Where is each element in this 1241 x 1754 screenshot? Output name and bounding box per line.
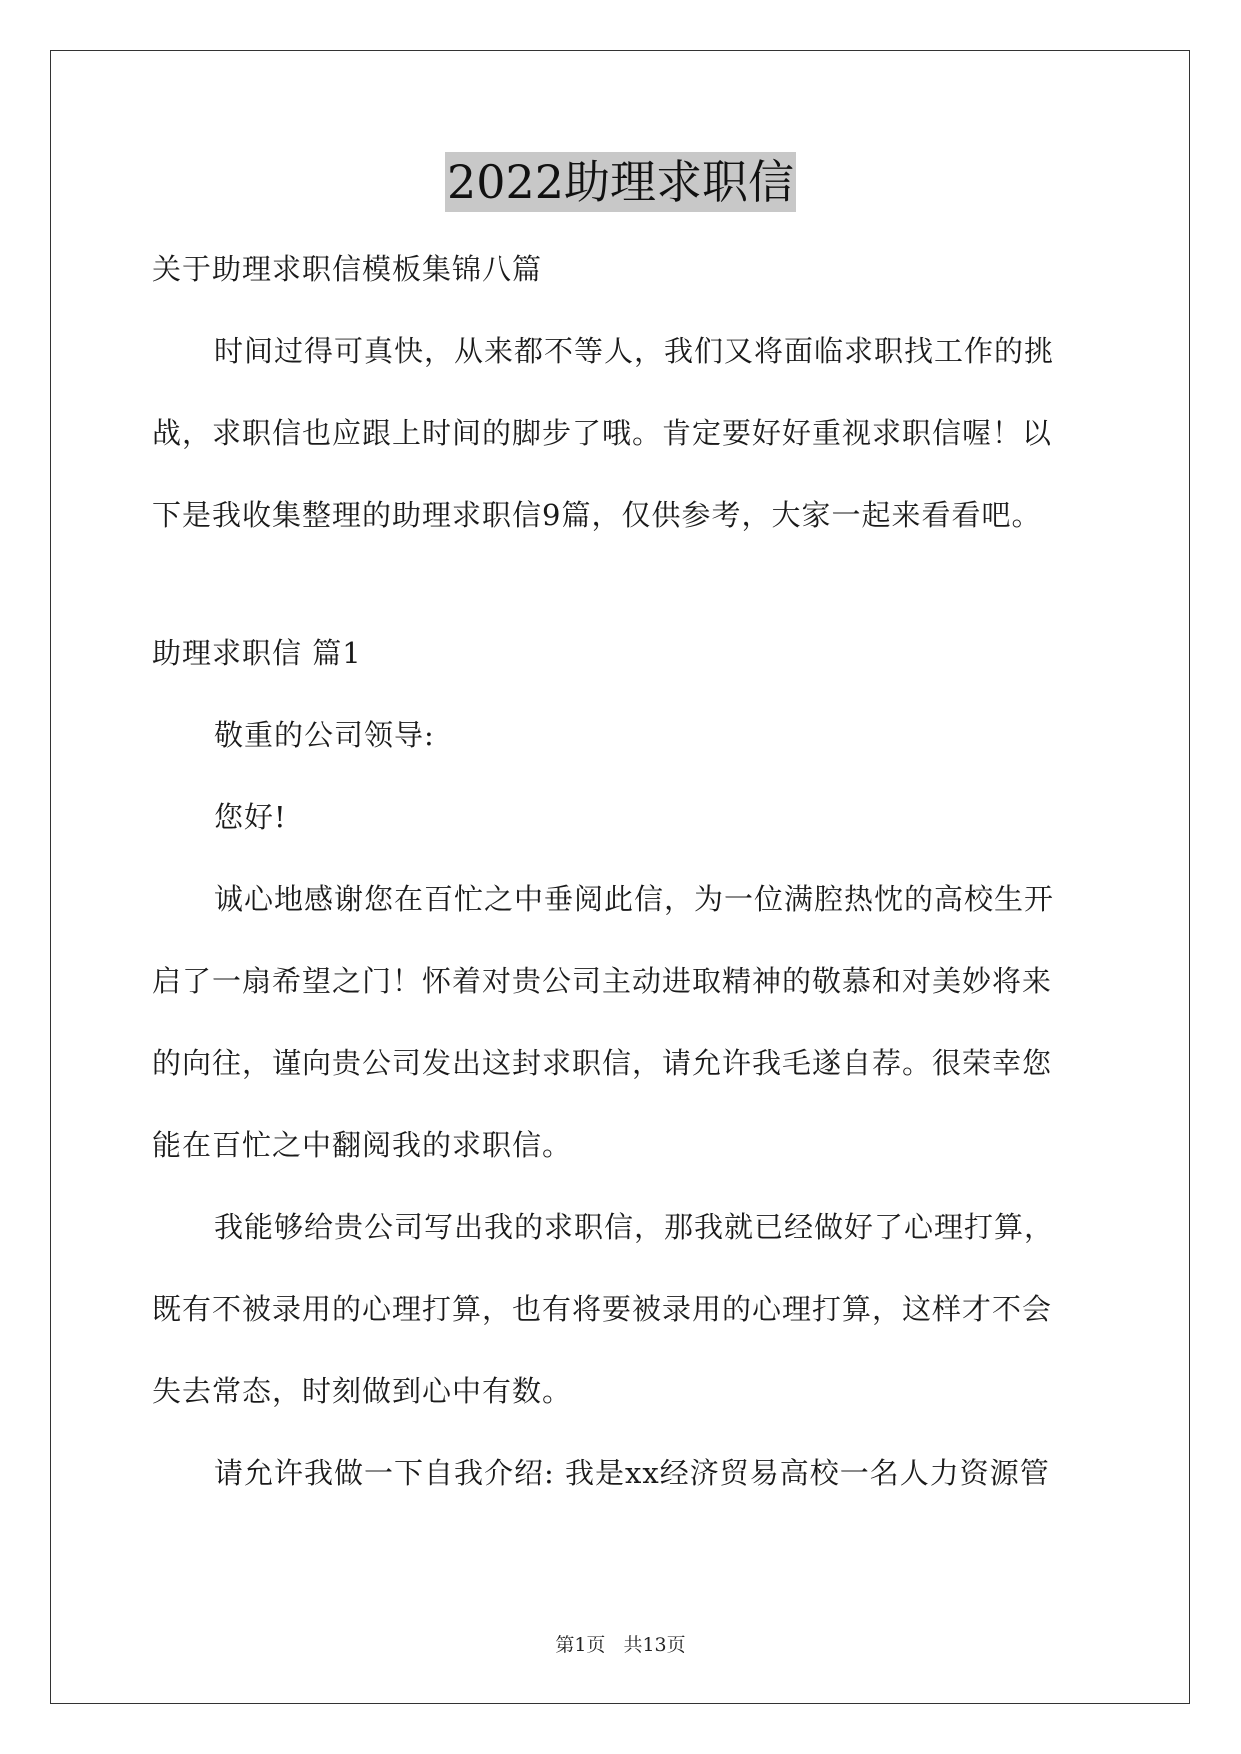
paragraph-line: 我能够给贵公司写出我的求职信，那我就已经做好了心理打算， bbox=[214, 1210, 1055, 1244]
paragraph-line: 启了一扇希望之门！怀着对贵公司主动进取精神的敬慕和对美妙将来 bbox=[152, 964, 1053, 998]
paragraph-line: 请允许我做一下自我介绍: 我是xx经济贸易高校一名人力资源管 bbox=[214, 1456, 1050, 1490]
greeting: 您好! bbox=[214, 800, 287, 834]
page-footer bbox=[0, 1630, 1241, 1657]
subtitle: 关于助理求职信模板集锦八篇 bbox=[152, 252, 543, 286]
section-heading: 助理求职信 篇1 bbox=[152, 636, 362, 670]
salutation: 敬重的公司领导: bbox=[214, 718, 435, 752]
paragraph-line: 失去常态，时刻做到心中有数。 bbox=[152, 1374, 573, 1408]
intro-line: 下是我收集整理的助理求职信9篇，仅供参考，大家一起来看看吧。 bbox=[152, 498, 1042, 532]
paragraph-line: 既有不被录用的心理打算，也有将要被录用的心理打算，这样才不会 bbox=[152, 1292, 1053, 1326]
paragraph-line: 的向往，谨向贵公司发出这封求职信，请允许我毛遂自荐。很荣幸您 bbox=[152, 1046, 1053, 1080]
title-container bbox=[0, 152, 1241, 212]
document-body bbox=[152, 228, 1092, 1514]
intro-line: 战，求职信也应跟上时间的脚步了哦。肯定要好好重视求职信喔！以 bbox=[152, 416, 1053, 450]
intro-line: 时间过得可真快，从来都不等人，我们又将面临求职找工作的挑 bbox=[214, 334, 1055, 368]
page-total: 共13页 bbox=[623, 1634, 686, 1656]
page-number: 第1页 bbox=[555, 1634, 606, 1656]
document-title: 2022助理求职信 bbox=[445, 152, 796, 212]
spacer bbox=[152, 556, 1092, 612]
paragraph-line: 诚心地感谢您在百忙之中垂阅此信，为一位满腔热忱的高校生开 bbox=[214, 882, 1055, 916]
paragraph-line: 能在百忙之中翻阅我的求职信。 bbox=[152, 1128, 573, 1162]
